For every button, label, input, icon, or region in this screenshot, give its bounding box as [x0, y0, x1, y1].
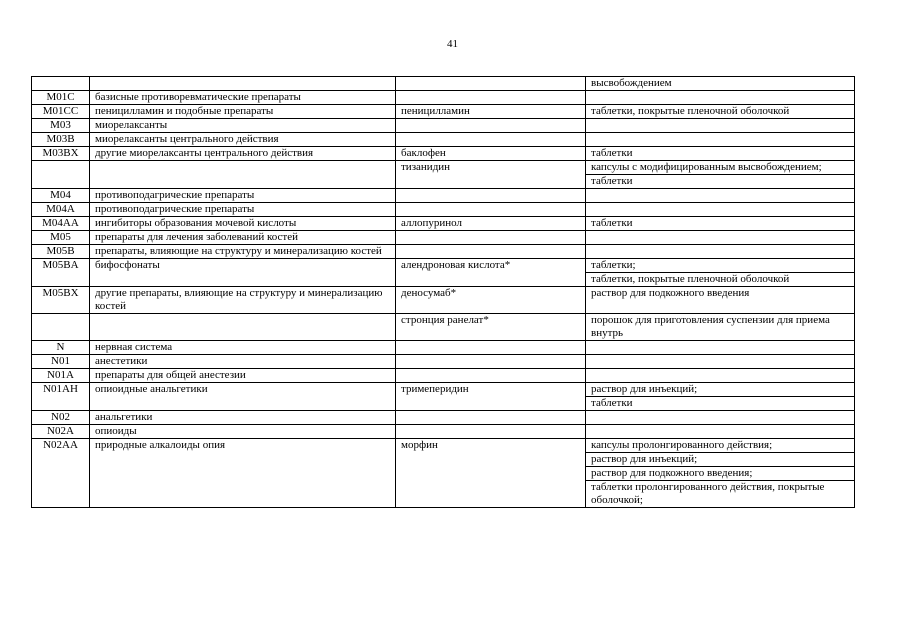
atc-code-cell: M05BX	[32, 287, 90, 314]
dosage-forms-cell	[586, 105, 855, 119]
table-row	[32, 425, 855, 439]
drug-name-cell: деносумаб*	[396, 287, 586, 314]
dosage-form: таблетки	[591, 217, 633, 229]
atc-code-cell: M01CC	[32, 105, 90, 119]
dosage-form: раствор для инъекций;	[586, 452, 854, 466]
dosage-forms-cell	[586, 287, 855, 314]
drug-name-cell	[396, 91, 586, 105]
group-name-cell	[90, 314, 396, 341]
dosage-form	[586, 133, 854, 146]
table-row	[32, 314, 855, 341]
group-name-cell	[90, 161, 396, 189]
table-row	[32, 231, 855, 245]
atc-code-cell: N01A	[32, 369, 90, 383]
group-name-cell: противоподагрические препараты	[90, 203, 396, 217]
atc-code-cell: M04	[32, 189, 90, 203]
drug-name-cell: морфин	[396, 439, 586, 508]
atc-code-cell: N02A	[32, 425, 90, 439]
drug-name-cell	[396, 355, 586, 369]
atc-code-cell: M03BX	[32, 147, 90, 161]
atc-code-cell: M04AA	[32, 217, 90, 231]
dosage-form: таблетки;	[591, 259, 636, 271]
dosage-form	[586, 411, 854, 424]
drug-name-cell	[396, 133, 586, 147]
table-row	[32, 383, 855, 411]
group-name-cell: опиоиды	[90, 425, 396, 439]
drug-name-cell: тримеперидин	[396, 383, 586, 411]
atc-code-cell: N01AH	[32, 383, 90, 411]
atc-code-cell	[32, 161, 90, 189]
table-row	[32, 439, 855, 508]
dosage-forms-cell	[586, 369, 855, 383]
drug-name-cell	[396, 231, 586, 245]
dosage-form	[586, 91, 854, 104]
drug-name-cell	[396, 425, 586, 439]
drug-table	[31, 76, 855, 508]
dosage-form: капсулы с модифицированным высвобождением;	[591, 161, 822, 173]
dosage-forms-cell	[586, 133, 855, 147]
drug-name-cell: пеницилламин	[396, 105, 586, 119]
dosage-forms-cell	[586, 259, 855, 287]
group-name-cell: миорелаксанты центрального действия	[90, 133, 396, 147]
table-row	[32, 259, 855, 287]
table-row	[32, 77, 855, 91]
group-name-cell: анестетики	[90, 355, 396, 369]
dosage-forms-cell	[586, 161, 855, 189]
atc-code-cell: M05	[32, 231, 90, 245]
dosage-form	[586, 425, 854, 438]
group-name-cell: другие миорелаксанты центрального действия	[90, 147, 396, 161]
table-row	[32, 217, 855, 231]
dosage-forms-cell	[586, 147, 855, 161]
atc-code-cell: M03B	[32, 133, 90, 147]
atc-code-cell: M01C	[32, 91, 90, 105]
atc-code-cell: N	[32, 341, 90, 355]
group-name-cell: ингибиторы образования мочевой кислоты	[90, 217, 396, 231]
group-name-cell: препараты для лечения заболеваний костей	[90, 231, 396, 245]
group-name-cell: бифосфонаты	[90, 259, 396, 287]
atc-code-cell: M05BA	[32, 259, 90, 287]
group-name-cell	[90, 77, 396, 91]
drug-name-cell: баклофен	[396, 147, 586, 161]
atc-code-cell: N01	[32, 355, 90, 369]
dosage-form: раствор для подкожного введения	[591, 287, 750, 299]
dosage-forms-cell	[586, 425, 855, 439]
drug-name-cell	[396, 411, 586, 425]
drug-name-cell	[396, 369, 586, 383]
atc-code-cell: M03	[32, 119, 90, 133]
drug-name-cell	[396, 77, 586, 91]
dosage-form	[586, 355, 854, 368]
dosage-form: таблетки	[591, 147, 633, 159]
table-row	[32, 133, 855, 147]
dosage-forms-cell	[586, 231, 855, 245]
group-name-cell: препараты, влияющие на структуру и минерализацию костей	[90, 245, 396, 259]
dosage-forms-cell	[586, 217, 855, 231]
table-row	[32, 91, 855, 105]
dosage-form: раствор для подкожного введения;	[586, 466, 854, 480]
dosage-forms-cell	[586, 314, 855, 341]
atc-code-cell: N02	[32, 411, 90, 425]
table-row	[32, 287, 855, 314]
dosage-forms-cell	[586, 91, 855, 105]
drug-name-cell	[396, 189, 586, 203]
dosage-form	[586, 189, 854, 202]
dosage-forms-cell	[586, 341, 855, 355]
group-name-cell: опиоидные анальгетики	[90, 383, 396, 411]
drug-name-cell: алендроновая кислота*	[396, 259, 586, 287]
table-row	[32, 245, 855, 259]
drug-name-cell	[396, 203, 586, 217]
dosage-form	[586, 119, 854, 132]
table-row	[32, 147, 855, 161]
atc-code-cell: M04A	[32, 203, 90, 217]
dosage-form	[586, 369, 854, 382]
table-row	[32, 161, 855, 189]
dosage-form: раствор для инъекций;	[591, 383, 698, 395]
table-row	[32, 411, 855, 425]
dosage-form	[586, 203, 854, 216]
table-row	[32, 203, 855, 217]
group-name-cell: препараты для общей анестезии	[90, 369, 396, 383]
atc-code-cell: N02AA	[32, 439, 90, 508]
group-name-cell: анальгетики	[90, 411, 396, 425]
drug-name-cell: тизанидин	[396, 161, 586, 189]
table-row	[32, 119, 855, 133]
table-row	[32, 189, 855, 203]
table-row	[32, 369, 855, 383]
dosage-form	[586, 231, 854, 244]
group-name-cell: базисные противоревматические препараты	[90, 91, 396, 105]
dosage-forms-cell	[586, 383, 855, 411]
drug-name-cell	[396, 341, 586, 355]
dosage-forms-cell	[586, 355, 855, 369]
group-name-cell: пеницилламин и подобные препараты	[90, 105, 396, 119]
atc-code-cell: M05B	[32, 245, 90, 259]
dosage-form: таблетки пролонгированного действия, покрытые оболочкой;	[586, 480, 854, 507]
table-row	[32, 341, 855, 355]
dosage-form	[586, 341, 854, 354]
group-name-cell: противоподагрические препараты	[90, 189, 396, 203]
group-name-cell: другие препараты, влияющие на структуру и минерализацию костей	[90, 287, 396, 314]
drug-name-cell	[396, 119, 586, 133]
dosage-forms-cell	[586, 203, 855, 217]
dosage-form: порошок для приготовления суспензии для приема внутрь	[591, 314, 830, 339]
table-row	[32, 105, 855, 119]
dosage-form: таблетки	[586, 174, 854, 188]
dosage-form: таблетки, покрытые пленочной оболочкой	[586, 272, 854, 286]
dosage-forms-cell	[586, 119, 855, 133]
page-number: 41	[447, 38, 458, 50]
dosage-forms-cell	[586, 439, 855, 508]
group-name-cell: нервная система	[90, 341, 396, 355]
dosage-forms-cell	[586, 411, 855, 425]
dosage-forms-cell	[586, 189, 855, 203]
drug-name-cell	[396, 245, 586, 259]
table-row	[32, 355, 855, 369]
table-body	[32, 77, 855, 508]
dosage-form: таблетки	[586, 396, 854, 410]
dosage-form	[586, 245, 854, 258]
dosage-form: высвобождением	[591, 77, 672, 89]
atc-code-cell	[32, 314, 90, 341]
group-name-cell: миорелаксанты	[90, 119, 396, 133]
group-name-cell: природные алкалоиды опия	[90, 439, 396, 508]
dosage-forms-cell	[586, 245, 855, 259]
dosage-form: капсулы пролонгированного действия;	[591, 439, 773, 451]
dosage-forms-cell	[586, 77, 855, 91]
drug-name-cell: аллопуринол	[396, 217, 586, 231]
atc-code-cell	[32, 77, 90, 91]
dosage-form: таблетки, покрытые пленочной оболочкой	[591, 105, 790, 117]
drug-name-cell: стронция ранелат*	[396, 314, 586, 341]
